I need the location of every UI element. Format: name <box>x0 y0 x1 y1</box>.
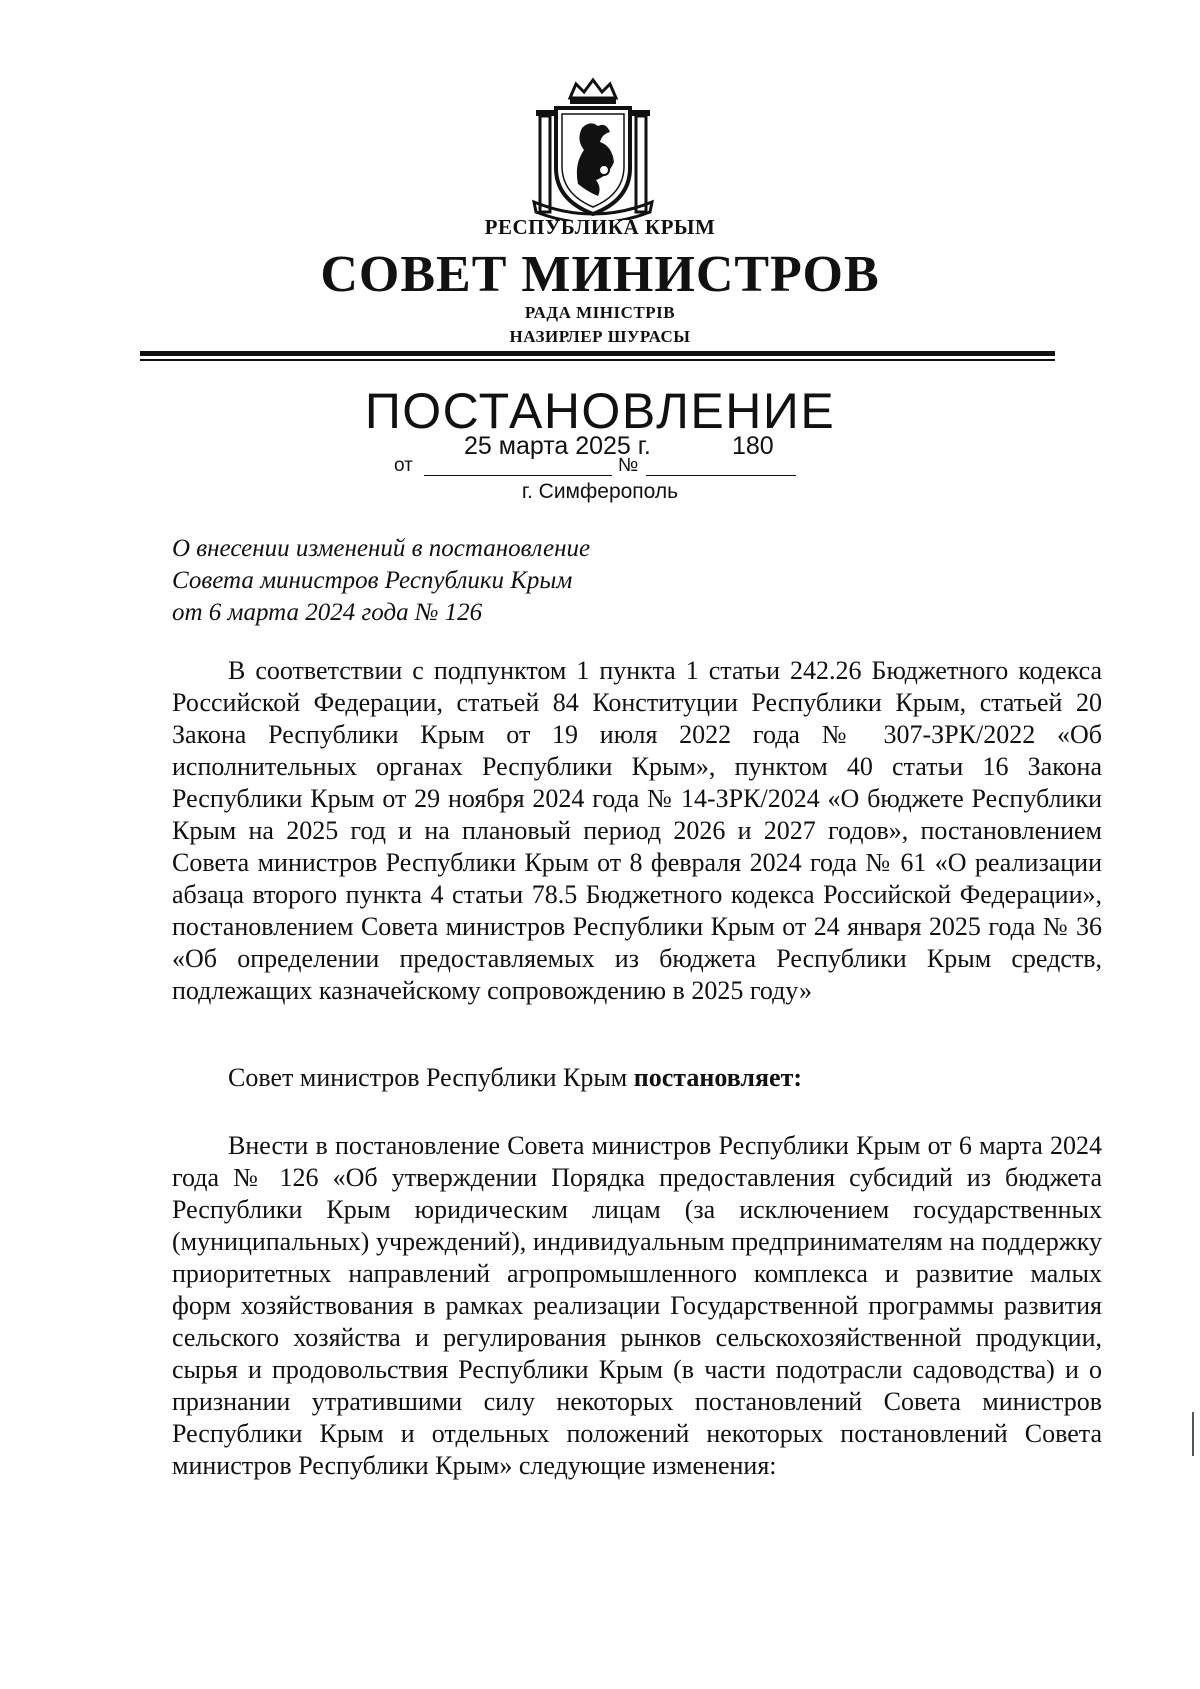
document-date: 25 марта 2025 г. <box>464 432 651 460</box>
header-divider-thin <box>140 359 1055 361</box>
amendment-paragraph: Внести в постановление Совета министров Республики Крым от 6 марта 2024 года № 126 «Об утверждении Порядка предоставления субсидий из бюджета Республики Крым юридическим лицам (за исключением государственных (муниципальных) учреждений), индивидуальным предпринимателям на поддержку приоритетных направлений агропромышленного комплекса и развитие малых форм хозяйствования в рамках реализации Государственной программы развития сельского хозяйства и регулирования рынков сельскохозяйственной продукции, сырья и продовольствия Республики Крым (в части подотрасли садоводства) и о признании утратившими силу некоторых постановлений Совета министров Республики Крым и отдельных положений некоторых постановлений Совета министров Республики Крым» следующие изменения: <box>172 1131 1102 1480</box>
subject-line: О внесении изменений в постановление <box>172 535 591 562</box>
document-city: г. Симферополь <box>521 480 679 503</box>
document-number: 180 <box>732 432 774 460</box>
header-council-ua: РАДА МІНІСТРІВ <box>524 303 676 322</box>
date-prefix: от <box>394 455 413 476</box>
document-subject <box>172 533 590 629</box>
header-divider-thick <box>140 351 1055 356</box>
header-republic: РЕСПУБЛИКА КРЫМ <box>484 215 716 239</box>
resolution-verb: постановляет: <box>633 1063 803 1092</box>
number-underline <box>646 475 796 476</box>
scan-artifact <box>1192 1412 1194 1456</box>
subject-line: Совета министров Республики Крым <box>172 567 573 594</box>
resolution-text: Совет министров Республики Крым <box>228 1063 634 1092</box>
header-council: СОВЕТ МИНИСТРОВ <box>320 246 880 303</box>
resolution-paragraph <box>172 1062 1102 1094</box>
header-council-crh: НАЗИРЛЕР ШУРАСЫ <box>509 327 691 346</box>
date-underline <box>424 475 612 476</box>
document-type: ПОСТАНОВЛЕНИЕ <box>364 383 836 439</box>
crimea-coat-of-arms-icon <box>532 76 654 220</box>
preamble-paragraph: В соответствии с подпунктом 1 пункта 1 статьи 242.26 Бюджетного кодекса Российской Федерации, статьей 84 Конституции Республики Крым, статьей 20 Закона Республики Крым от 19 июля 2022 года № 307-ЗРК/2022 «Об исполнительных органах Республики Крым», пунктом 40 статьи 16 Закона Республики Крым от 29 ноября 2024 года № 14-ЗРК/2024 «О бюджете Республики Крым на 2025 год и на плановый период 2026 и 2027 годов», постановлением Совета министров Республики Крым от 8 февраля 2024 года № 61 «О реализации абзаца второго пункта 4 статьи 78.5 Бюджетного кодекса Российской Федерации», постановлением Совета министров Республики Крым от 24 января 2025 года № 36 «Об определении предоставляемых из бюджета Республики Крым средств, подлежащих казначейскому сопровождению в 2025 году» <box>172 656 1102 1005</box>
number-sign: № <box>618 455 639 476</box>
subject-line: от 6 марта 2024 года № 126 <box>172 599 483 626</box>
